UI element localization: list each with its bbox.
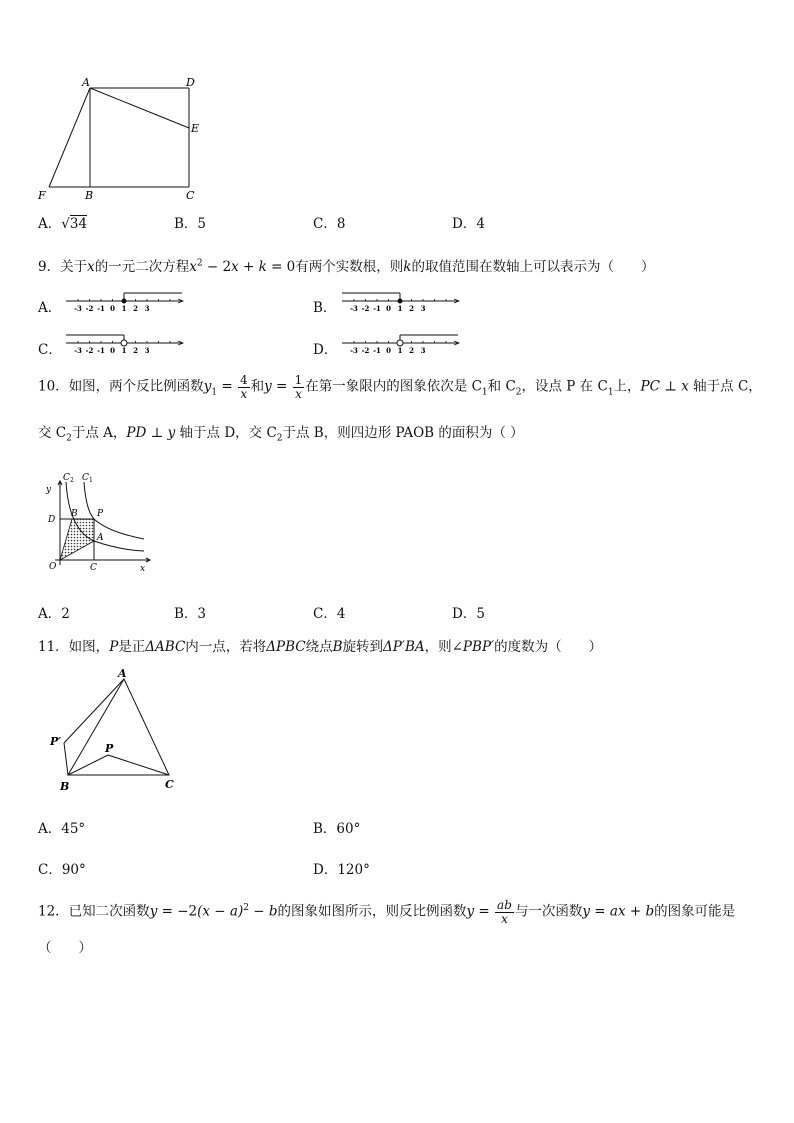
tick-label: 0	[110, 346, 115, 355]
tick-label: -1	[97, 346, 105, 355]
q9-number-line-d	[340, 332, 466, 358]
tick-label: 0	[386, 346, 391, 355]
q8-figure	[34, 70, 214, 204]
tick-label: -2	[85, 304, 94, 313]
tick-label: -3	[74, 304, 82, 313]
q10-option-c[interactable]: C．4	[313, 606, 346, 622]
q10-stem-line2: 交 $C_2$于点 A，PD ⊥ y 轴于点 D，交 $C_2$于点 B，则四边形 PAOB 的面积为（ ）	[38, 425, 524, 444]
q9-number-line-c	[64, 332, 190, 358]
svg-text:B: B	[71, 509, 78, 519]
q9-number-line-a	[64, 290, 190, 316]
tick-label: -2	[85, 346, 94, 355]
q8-option-c[interactable]: C．8	[313, 216, 346, 232]
tick-label: 1	[121, 304, 127, 313]
tick-label: 0	[386, 304, 391, 313]
tick-label: -2	[361, 304, 370, 313]
svg-text:P: P	[97, 509, 104, 519]
q11-stem: 11．如图，P是正ΔABC内一点，若将ΔPBC绕点B旋转到ΔP′BA，则∠PBP′的度数为（ ）	[38, 639, 603, 655]
q8-label-d: D	[186, 76, 195, 89]
svg-text:C: C	[82, 473, 89, 483]
svg-text:A: A	[118, 667, 127, 680]
tick-label: -1	[373, 304, 381, 313]
tick-label: 3	[144, 304, 150, 313]
tick-label: -1	[97, 304, 105, 313]
q10-figure	[40, 470, 160, 574]
q9-stem: 9．关于x的一元二次方程$x^2 - 2x + k = 0$有两个实数根，则k的取值范围在数轴上可以表示为（ ）	[38, 258, 655, 275]
svg-text:B: B	[60, 780, 70, 793]
q8-label-a: A	[82, 76, 90, 89]
svg-text:C: C	[63, 473, 70, 483]
q9-number-line-b	[340, 290, 466, 316]
svg-text:D: D	[48, 515, 56, 525]
q9-option-d[interactable]: D．	[313, 342, 338, 358]
q10-stem-line1: 10．如图，两个反比例函数$y_1$ = $\frac{4}{x}$ 和y = $\frac{1}{x}$ 在第一象限内的图象依次是 $C_1$和 $C_2$，设点 P 在 $C_1$上，PC ⊥ x 轴于点 C，	[38, 373, 762, 401]
tick-label: 3	[144, 346, 150, 355]
tick-label: 3	[420, 304, 426, 313]
tick-label: 3	[420, 346, 426, 355]
q11-figure	[44, 665, 194, 795]
q8-label-e: E	[191, 122, 200, 135]
tick-label: 2	[409, 304, 414, 313]
q9-option-a[interactable]: A．	[38, 300, 62, 316]
q8-option-a[interactable]: A．√34	[38, 216, 88, 232]
tick-label: 1	[397, 304, 403, 313]
filled-point	[122, 299, 126, 303]
svg-text:1: 1	[89, 477, 93, 484]
q12-answer-paren: （ ）	[38, 940, 92, 956]
q8-option-a-value: 34	[69, 216, 88, 232]
tick-label: -2	[361, 346, 370, 355]
svg-text:P: P	[105, 742, 114, 755]
tick-label: 1	[397, 346, 403, 355]
svg-text:y: y	[46, 485, 52, 495]
svg-text:C: C	[165, 778, 174, 791]
q11-option-d[interactable]: D．120°	[313, 862, 370, 878]
tick-label: -3	[350, 346, 358, 355]
tick-label: 1	[121, 346, 127, 355]
q11-option-c[interactable]: C．90°	[38, 862, 86, 878]
q10-option-a[interactable]: A．2	[38, 606, 70, 622]
radical-icon: √	[61, 216, 70, 232]
tick-label: -1	[373, 346, 381, 355]
q12-stem: 12．已知二次函数$y = -2(x - a)^2 - b$的图象如图所示，则反比例函数y = $\frac{ab}{x}$ 与一次函数y = ax + b的图象可能是	[38, 898, 736, 926]
tick-label: 2	[409, 346, 414, 355]
q11-option-b[interactable]: B．60°	[313, 821, 361, 837]
open-point	[397, 340, 403, 346]
q11-option-a[interactable]: A．45°	[38, 821, 86, 837]
q8-option-b[interactable]: B．5	[174, 216, 207, 232]
filled-point	[398, 299, 402, 303]
tick-label: -3	[350, 304, 358, 313]
svg-text:x: x	[140, 564, 146, 574]
svg-text:A: A	[97, 533, 104, 543]
q9-option-b[interactable]: B．	[313, 300, 337, 316]
open-point	[121, 340, 127, 346]
tick-label: 2	[133, 304, 138, 313]
tick-label: 0	[110, 304, 115, 313]
q10-option-d[interactable]: D．5	[452, 606, 485, 622]
q8-label-f: F	[38, 189, 46, 202]
svg-text:O: O	[49, 562, 57, 572]
q10-option-b[interactable]: B．3	[174, 606, 207, 622]
q8-label-c: C	[186, 189, 195, 202]
svg-text:2: 2	[70, 477, 74, 484]
q9-option-c[interactable]: C．	[38, 342, 62, 358]
svg-text:P′: P′	[50, 735, 62, 748]
tick-label: 2	[133, 346, 138, 355]
svg-text:C: C	[90, 563, 97, 573]
tick-label: -3	[74, 346, 82, 355]
q8-option-d[interactable]: D．4	[452, 216, 485, 232]
q8-label-b: B	[85, 189, 94, 202]
